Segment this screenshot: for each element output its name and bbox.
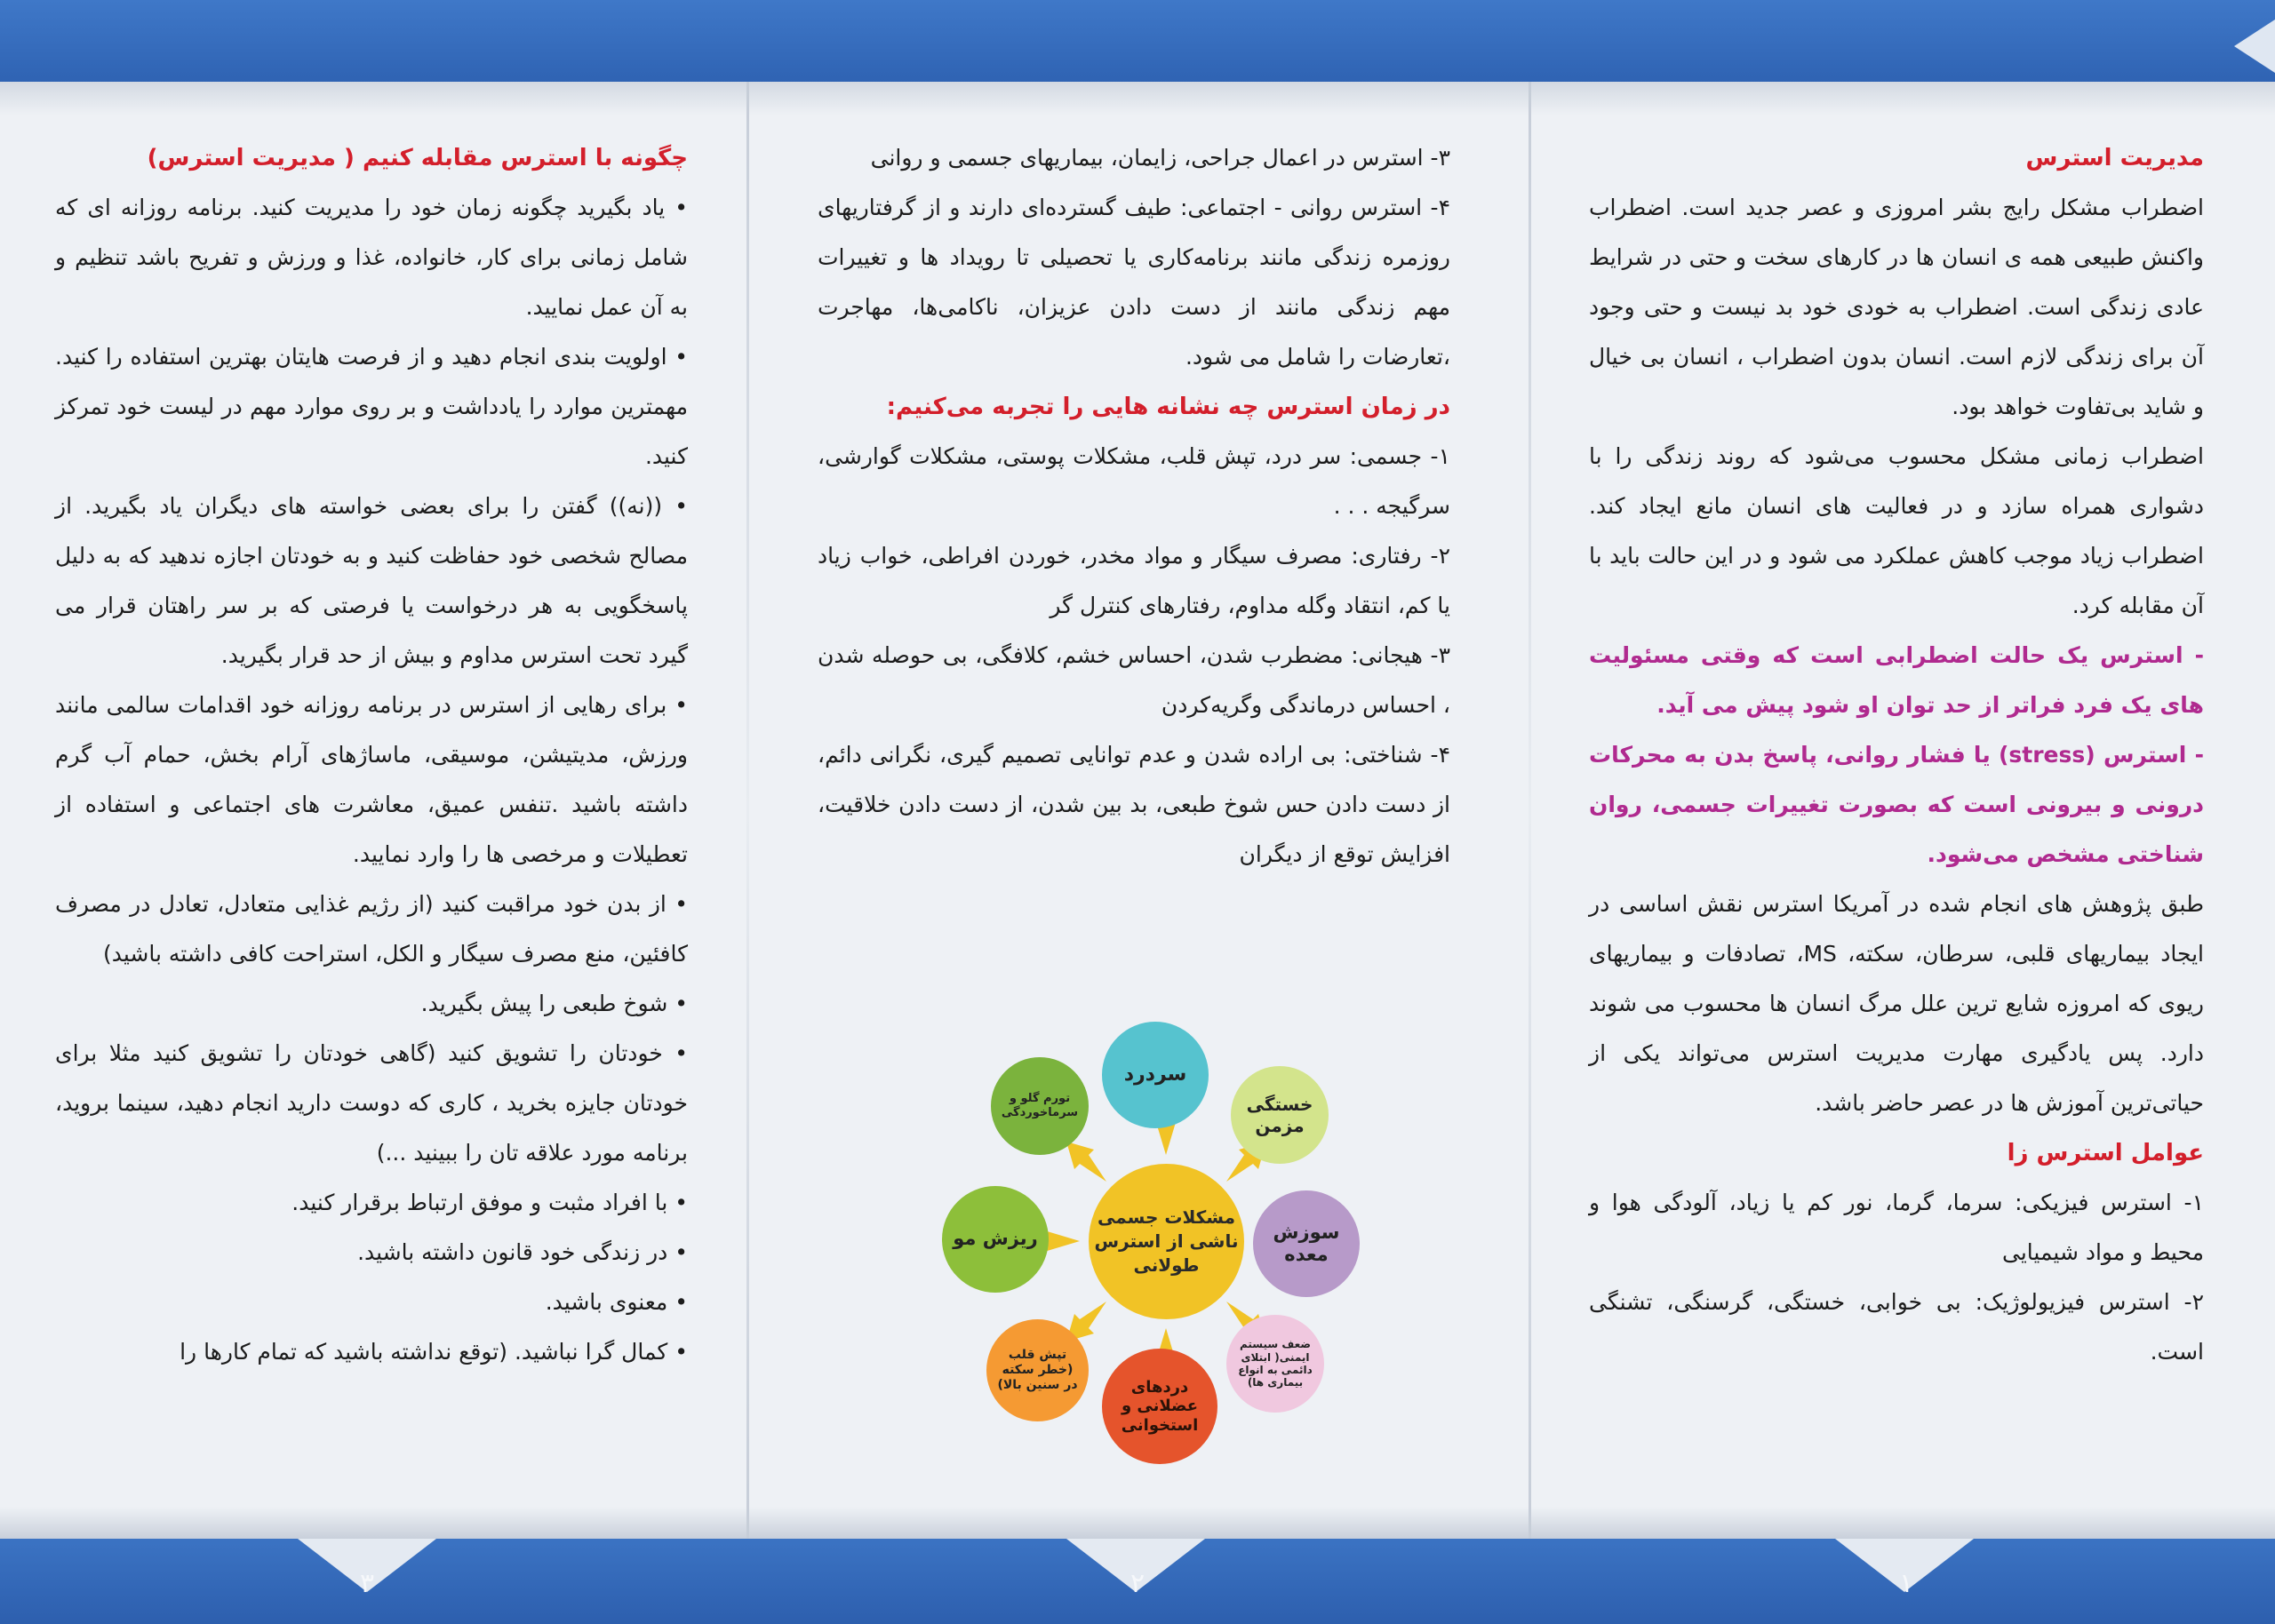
- top-corner-arrow: [2234, 20, 2275, 73]
- bubble-chronic-fatigue: خستگی مزمن: [1231, 1066, 1329, 1164]
- tip-healthy-actions: • برای رهایی از استرس در برنامه روزانه خود اقدامات سالمی مانند ورزش، مدیتیشن، موسیقی، ماساژهای آرام بخش، حمام آب گرم داشته باشید .تنفس عمیق، معاشرت های اجتماعی و استفاده از تعطیلات و مرخصی ها را وارد نمایید.: [55, 692, 688, 867]
- sign-emotional: ۳- هیجانی: مضطرب شدن، احساس خشم، کلافگی، بی حوصله شدن ، احساس درماندگی وگریه‌کردن: [818, 642, 1450, 718]
- stressor-physiological: ۲- استرس فیزیولوژیک: بی خوابی، خستگی، گرسنگی، تشنگی است.: [1589, 1289, 2204, 1365]
- page-number-2: ۲: [1130, 1568, 1145, 1599]
- tip-humor: • شوخ طبعی را پیش بگیرید.: [420, 991, 688, 1016]
- tip-not-perfectionist: • کمال گرا نباشید. (توقع نداشته باشید که تمام کارها را: [180, 1339, 688, 1365]
- fold-line-left: [746, 82, 749, 1539]
- bubble-sore-throat: تورم گلو و سرماخوردگی: [991, 1057, 1089, 1155]
- stressor-psychosocial: ۴- استرس روانی - اجتماعی: طیف گسترده‌ای دارند و از گرفتاریهای روزمره زندگی مانند برنامه‌کاری یا تحصیلی تا رویداد ها و تغییرات مهم زندگی مانند از دست دادن عزیزان، ناکامی‌ها، مهاجرت ،تعارضات را شامل می شود.: [818, 195, 1450, 370]
- sign-cognitive: ۴- شناختی: بی اراده شدن و عدم توانایی تصمیم گیری، نگرانی دائم، از دست دادن حس شوخ طبعی، بد بین شدن، از دست دادن خلاقیت، افزایش توقع از دیگران: [818, 742, 1450, 867]
- bubble-headache: سردرد: [1102, 1022, 1209, 1128]
- paragraph-anxiety-intro: اضطراب مشکل رایج بشر امروزی و عصر جدید است. اضطراب واکنش طبیعی همه ی انسان ها در کارهای سخت و حتی در شرایط عادی زندگی است. اضطراب به خودی خود بد نیست و حتی وجود آن برای زندگی لازم است. انسان بدون اضطراب ، انسان بی خیال و شاید بی‌تفاوت خواهد بود.: [1589, 195, 2204, 419]
- tip-rules: • در زندگی خود قانون داشته باشید.: [357, 1239, 688, 1265]
- signs-title: در زمان استرس چه نشانه هایی را تجربه می‌کنیم:: [886, 394, 1450, 420]
- bubble-hair-loss: ریزش مو: [942, 1186, 1049, 1293]
- stressor-physical: ۱- استرس فیزیکی: سرما، گرما، نور کم یا زیاد، آلودگی هوا و محیط و مواد شیمیایی: [1589, 1190, 2204, 1265]
- tip-say-no: • ((نه)) گفتن را برای بعضی خواسته های دیگران یاد بگیرید. از مصالح شخصی خود حفاظت کنید و به خودتان اجازه ندهید که به دلیل پاسخگویی به هر درخواست یا فرصتی که بر سر راهتان قرار می گیرد تحت استرس مداوم و بیش از حد قرار بگیرید.: [55, 493, 688, 668]
- top-band: [0, 0, 2275, 82]
- tip-prioritize: • اولویت بندی انجام دهید و از فرصت هایتان بهترین استفاده را کنید. مهمترین موارد را یادداشت و بر روی موارد مهم در لیست خود تمرکز کنید.: [55, 344, 688, 469]
- bubble-muscle-bone-pain: دردهای عضلانی و استخوانی: [1102, 1349, 1217, 1464]
- stressors-title: عوامل استرس زا: [2007, 1140, 2204, 1166]
- paragraph-anxiety-problem: اضطراب زمانی مشکل محسوب می‌شود که روند زندگی را با دشواری همراه سازد و در فعالیت های انسان مانع ایجاد کند. اضطراب زیاد موجب کاهش عملکرد می شود و در این حالت باید با آن مقابله کرد.: [1589, 443, 2204, 618]
- tip-body-care: • از بدن خود مراقبت کنید (از رژیم غذایی متعادل، تعادل در مصرف کافئین، منع مصرف سیگار و الکل، استراحت کافی داشته باشید): [55, 891, 688, 967]
- panel-coping: [55, 133, 688, 1501]
- bottom-silver-band: [0, 1507, 2275, 1539]
- stress-definition-2: - استرس (stress) یا فشار روانی، پاسخ بدن به محرکات درونی و بیرونی است که بصورت تغییرات جسمی، روان شناختی مشخص می‌شود.: [1589, 742, 2204, 867]
- fold-line-right: [1529, 82, 1531, 1539]
- tip-reward: • خودتان را تشویق کنید (گاهی خودتان را تشویق کنید مثلا برای خودتان جایزه بخرید ، کاری که دوست دارید انجام دهید، سینما بروید، برنامه مورد علاقه تان را ببینید ...): [55, 1040, 688, 1166]
- panel-stress-management: [1589, 133, 2204, 1501]
- coping-title: چگونه با استرس مقابله کنیم ( مدیریت استرس): [147, 145, 688, 171]
- stress-definition-1: - استرس یک حالت اضطرابی است که وقتی مسئولیت های یک فرد فراتر از حد توان او شود پیش می آید.: [1589, 642, 2204, 718]
- physical-problems-diagram: [933, 1022, 1395, 1466]
- sign-physical: ۱- جسمی: سر درد، تپش قلب، مشکلات پوستی، مشکلات گوارشی، سرگیجه . . .: [818, 443, 1450, 519]
- bubble-weak-immunity: ضعف سیستم ایمنی( ابتلای دائمی به انواع بیماری ها): [1226, 1315, 1324, 1413]
- tip-spiritual: • معنوی باشید.: [545, 1289, 688, 1315]
- paragraph-research: طبق پژوهش های انجام شده در آمریکا استرس نقش اساسی در ایجاد بیماریهای قلبی، سرطان، سکته، MS، تصادفات و بیماریهای ریوی که امروزه شایع ترین علل مرگ انسان ها محسوب می شوند دارد. پس یادگیری مهارت مدیریت استرس می‌تواند یکی از حیاتی‌ترین آموزش ها در عصر حاضر باشد.: [1589, 891, 2204, 1116]
- sign-behavioral: ۲- رفتاری: مصرف سیگار و مواد مخدر، خوردن افراطی، خواب زیاد یا کم، انتقاد وگله مداوم، رفتارهای کنترل گر: [818, 543, 1450, 618]
- stressor-medical: ۳- استرس در اعمال جراحی، زایمان، بیماریهای جسمی و روانی: [870, 145, 1450, 171]
- page-number-1: ۱: [1898, 1568, 1914, 1599]
- bubble-palpitations: تپش قلب (خطر سکته در سنین بالا): [986, 1319, 1089, 1421]
- stress-management-title: مدیریت استرس: [2025, 145, 2204, 171]
- bubble-heartburn: سوزش معده: [1253, 1190, 1360, 1297]
- arrow-up-left: [1066, 1142, 1106, 1182]
- page-number-3: ۳: [359, 1568, 375, 1599]
- top-silver-band: [0, 82, 2275, 115]
- tip-positive-people: • با افراد مثبت و موفق ارتباط برقرار کنید.: [291, 1190, 688, 1215]
- diagram-center: مشکلات جسمی ناشی از استرس طولانی: [1089, 1164, 1244, 1319]
- tip-time-management: • یاد بگیرید چگونه زمان خود را مدیریت کنید. برنامه روزانه ای که شامل زمانی برای کار، خانواده، غذا و ورزش و تفریح باشد تنظیم و به آن عمل نمایید.: [55, 195, 688, 320]
